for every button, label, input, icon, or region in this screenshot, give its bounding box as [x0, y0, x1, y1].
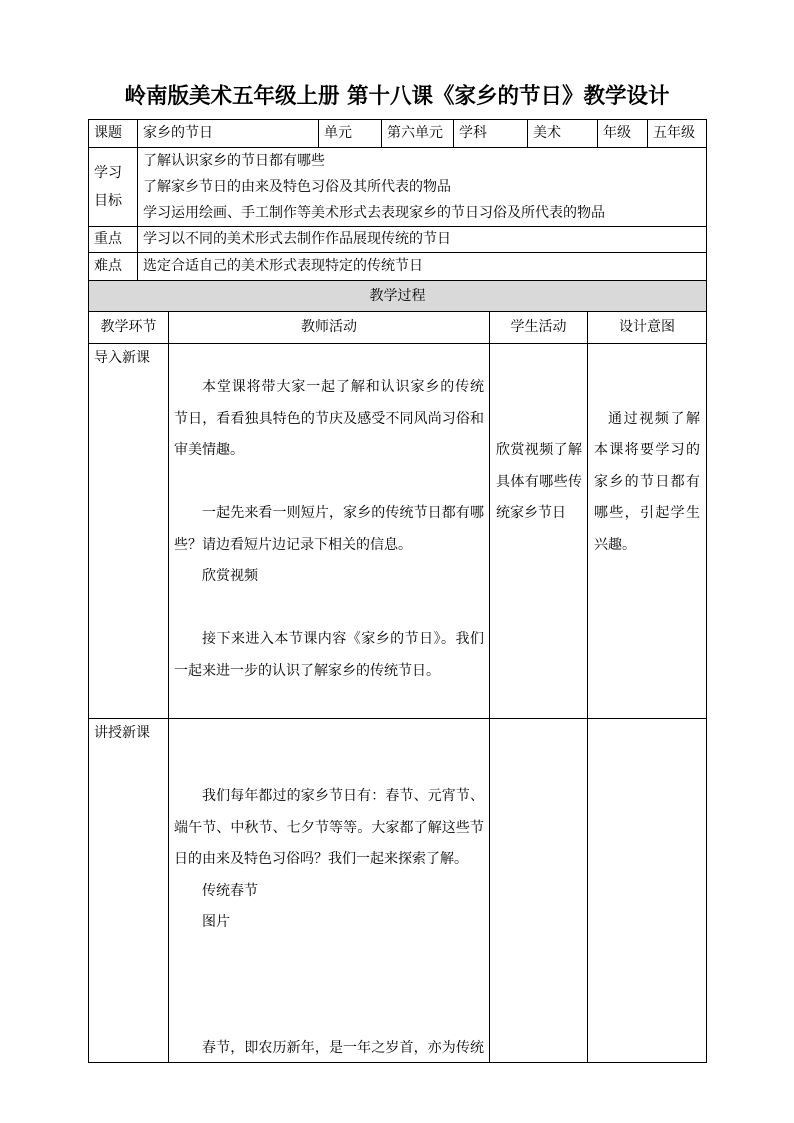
process-heading-cell — [88, 280, 707, 312]
intent-text-line: 哪些，引起学生 — [594, 505, 700, 521]
teacher-text-line: 日的由来及特色习俗吗？我们一起来探索了解。 — [174, 851, 468, 867]
difficulty-value: 选定合适自己的美术形式表现特定的传统节日 — [143, 258, 423, 274]
teacher-text-line: 审美情趣。 — [174, 442, 244, 458]
column-header-label: 教学环节 — [100, 319, 157, 335]
spacer — [174, 593, 489, 625]
topic-cell — [137, 119, 319, 148]
teacher-text-line: 接下来进入本节课内容《家乡的节日》。我们 — [202, 631, 484, 647]
teacher-text-line: 一起先来看一则短片，家乡的传统节日都有哪 — [202, 505, 484, 521]
student-text-line: 具体有哪些传 — [496, 473, 582, 490]
teacher-text-line: 图片 — [202, 914, 230, 930]
teacher-text-line: 节日，看看独具特色的节庆及感受不同风尚习俗和 — [174, 410, 484, 427]
student-activity-cell — [489, 718, 588, 1063]
teacher-text-line: 一起来进一步的认识了解家乡的传统节日。 — [174, 662, 440, 679]
stage-cell — [88, 343, 169, 719]
unit-label: 单元 — [324, 125, 352, 141]
teacher-activity-cell — [168, 718, 490, 1063]
grade-label-cell — [597, 119, 648, 148]
process-heading: 教学过程 — [369, 288, 426, 304]
subject-label: 学科 — [459, 125, 487, 141]
difficulty-label: 难点 — [94, 258, 122, 274]
difficulty-cell — [137, 252, 707, 281]
student-text-line: 统家乡节日 — [496, 505, 566, 521]
intent-text-line: 家乡的节日都有 — [594, 473, 700, 490]
teacher-text-line: 我们每年都过的家乡节日有：春节、元宵节、 — [202, 788, 484, 804]
grade-value: 五年级 — [653, 125, 695, 141]
objective-item: 了解家乡节日的由来及特色习俗及其所代表的物品 — [143, 179, 451, 195]
spacer — [174, 939, 489, 1034]
design-intent-cell — [587, 343, 707, 719]
spacer — [174, 467, 489, 499]
unit-label-cell — [318, 119, 382, 148]
column-header-student — [489, 311, 588, 344]
stage-label: 讲授新课 — [94, 725, 150, 741]
teacher-text-line: 端午节、中秋节、七夕节等等。大家都了解这些节 — [174, 819, 484, 836]
stage-label: 导入新课 — [94, 350, 150, 366]
column-header-intent — [587, 311, 707, 344]
key-point-label-cell — [88, 226, 138, 253]
grade-cell — [647, 119, 707, 148]
topic-value: 家乡的节日 — [143, 125, 213, 141]
unit-value: 第六单元 — [387, 125, 443, 141]
key-point-value: 学习以不同的美术形式去制作作品展现传统的节日 — [143, 231, 451, 247]
column-header-teacher — [168, 311, 490, 344]
teacher-text-line: 欣赏视频 — [202, 568, 258, 584]
teacher-text-line: 传统春节 — [202, 882, 258, 899]
column-header-label: 设计意图 — [619, 319, 675, 335]
objectives-cell — [137, 147, 707, 227]
column-header-label: 学生活动 — [510, 319, 567, 335]
topic-label: 课题 — [94, 125, 122, 141]
teacher-activity-cell — [168, 343, 490, 719]
column-header-label: 教师活动 — [301, 319, 357, 335]
objective-item: 了解认识家乡的节日都有哪些 — [143, 153, 325, 169]
objective-item: 学习运用绘画、手工制作等美术形式去表现家乡的节日习俗及所代表的物品 — [143, 205, 605, 221]
grade-label: 年级 — [603, 125, 631, 141]
difficulty-label-cell — [88, 252, 138, 281]
objectives-label-cell — [88, 147, 138, 227]
topic-label-cell — [88, 119, 138, 148]
teacher-text-line: 春节，即农历新年，是一年之岁首，亦为传统 — [202, 1040, 484, 1056]
design-intent-cell — [587, 718, 707, 1063]
subject-cell — [527, 119, 598, 148]
intent-text-line: 本课将要学习的 — [594, 442, 700, 458]
objectives-label: 学习目标 — [94, 165, 122, 209]
intent-text-line: 通过视频了解 — [608, 410, 700, 427]
student-activity-cell — [489, 343, 588, 719]
teacher-text-line: 本堂课将带大家一起了解和认识家乡的传统 — [202, 379, 484, 395]
subject-label-cell — [453, 119, 528, 148]
student-text-line: 欣赏视频了解 — [496, 442, 582, 458]
stage-cell — [88, 718, 169, 1063]
intent-text-line: 兴趣。 — [594, 536, 636, 553]
subject-value: 美术 — [533, 125, 561, 141]
key-point-label: 重点 — [94, 231, 122, 247]
teacher-text-line: 些？请边看短片边记录下相关的信息。 — [174, 536, 412, 553]
document-title: 岭南版美术五年级上册 第十八课《家乡的节日》教学设计 — [124, 84, 670, 109]
unit-cell — [381, 119, 454, 148]
column-header-stage — [88, 311, 169, 344]
key-point-cell — [137, 226, 707, 253]
